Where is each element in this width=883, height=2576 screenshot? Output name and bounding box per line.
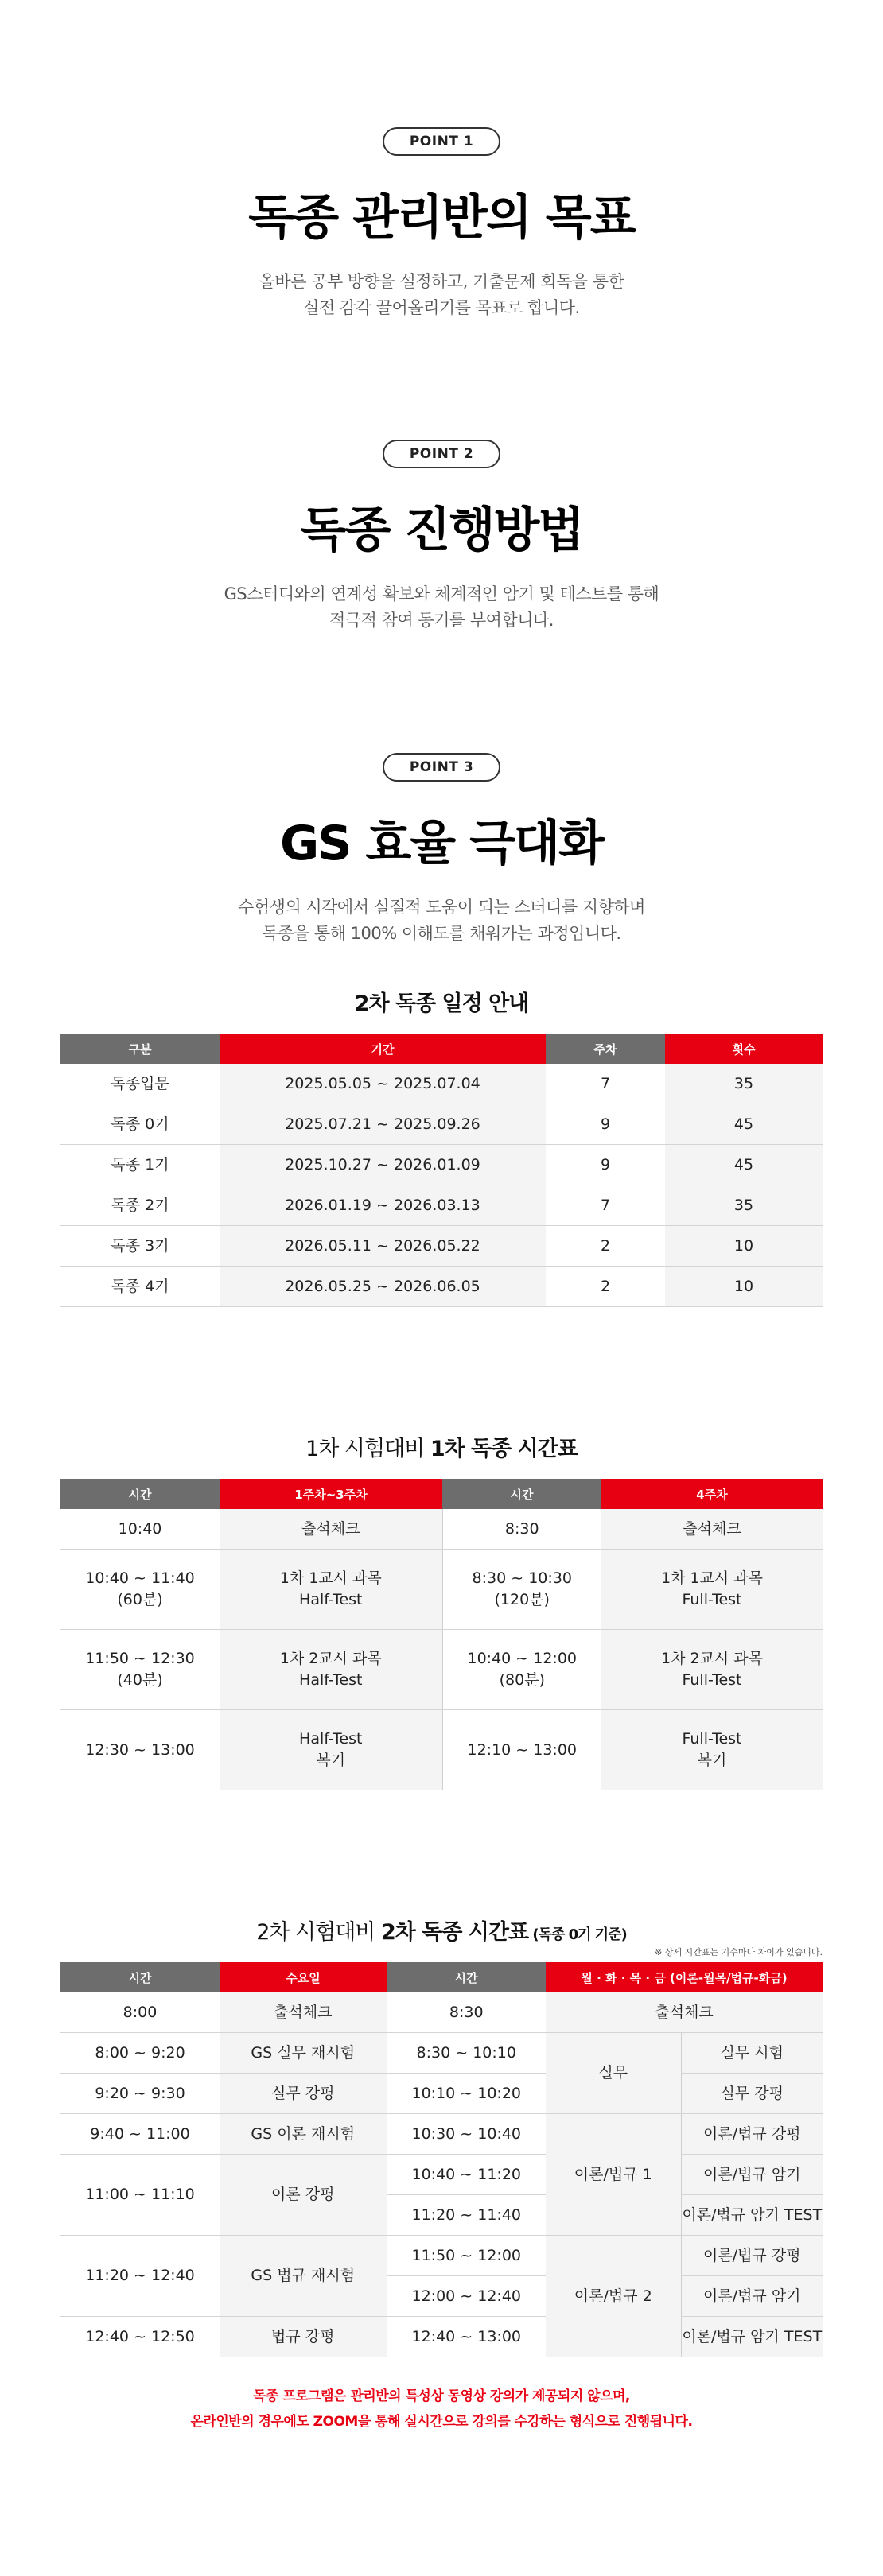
- table-cell: 이론/법규 1: [546, 2114, 681, 2236]
- table-cell: 10:40 ~ 11:20: [387, 2155, 546, 2195]
- second-timetable: [60, 1962, 823, 2357]
- table-cell: [60, 1710, 220, 1790]
- first-timetable: [60, 1479, 823, 1790]
- cell-line: Half-Test: [299, 1591, 363, 1608]
- cell-line: (80분): [499, 1671, 545, 1689]
- table-cell: 10:30 ~ 10:40: [387, 2114, 546, 2155]
- table-cell: 7: [546, 1064, 665, 1104]
- table-row: [60, 1509, 823, 1550]
- table-cell: [442, 1550, 601, 1630]
- table-row: [60, 1710, 823, 1790]
- cell-line: (40분): [117, 1671, 163, 1689]
- table-row: [60, 2317, 823, 2357]
- table-cell: 35: [665, 1185, 823, 1226]
- cell-line: 10:40 ~ 12:00: [467, 1650, 577, 1668]
- table-cell: 실무 강평: [681, 2074, 823, 2114]
- table-cell: 2: [546, 1226, 665, 1267]
- cell-line: 1차 1교시 과목: [660, 1569, 764, 1588]
- table-row: [60, 2155, 823, 2195]
- table-cell: 이론/법규 강평: [681, 2114, 823, 2155]
- cell-line: 1차 2교시 과목: [660, 1650, 764, 1668]
- title-bold: 1차 독종 시간표: [430, 1437, 578, 1461]
- table-cell: GS 실무 재시험: [220, 2033, 387, 2074]
- table-header-row: [60, 1034, 823, 1064]
- table-row: [60, 1550, 823, 1630]
- table-cell: 7: [546, 1185, 665, 1226]
- desc-line: 독종을 통해 100% 이해도를 채워가는 과정입니다.: [262, 923, 621, 943]
- table-row: [60, 1226, 823, 1267]
- table-cell: 9:20 ~ 9:30: [60, 2074, 220, 2114]
- point-2-section: [0, 440, 883, 633]
- header-cell: 수요일: [220, 1962, 387, 1992]
- title-small: (독종 0기 기준): [528, 1926, 627, 1943]
- table-cell: 독종 0기: [60, 1104, 220, 1145]
- cell-line: Full-Test: [682, 1671, 742, 1689]
- table-cell: [601, 1509, 823, 1550]
- table-cell: 2: [546, 1267, 665, 1307]
- schedule-title: 2차 독종 일정 안내: [354, 991, 529, 1016]
- table-cell: 2025.07.21 ~ 2025.09.26: [220, 1104, 546, 1145]
- point-badge: POINT 2: [383, 440, 500, 468]
- desc-line: 적극적 참여 동기를 부여합니다.: [329, 610, 554, 630]
- point-title: 독종 관리반의 목표: [248, 190, 635, 246]
- table-cell: 8:30: [387, 1992, 546, 2033]
- table-cell: [442, 1630, 601, 1710]
- cell-line: 1차 2교시 과목: [279, 1650, 382, 1668]
- table-row: [60, 1992, 823, 2033]
- table-cell: 45: [665, 1104, 823, 1145]
- header-cell: 시간: [387, 1962, 546, 1992]
- table-cell: 2026.05.11 ~ 2026.05.22: [220, 1226, 546, 1267]
- table-cell: 8:00: [60, 1992, 220, 2033]
- table-cell: 45: [665, 1145, 823, 1185]
- table-row: [60, 2114, 823, 2155]
- table-cell: 2026.05.25 ~ 2026.06.05: [220, 1267, 546, 1307]
- point-title: GS 효율 극대화: [279, 816, 604, 871]
- table-cell: 독종 3기: [60, 1226, 220, 1267]
- point-title: 독종 진행방법: [300, 502, 583, 558]
- table-cell: 8:00 ~ 9:20: [60, 2033, 220, 2074]
- table-cell: 실무 강평: [220, 2074, 387, 2114]
- table-cell: 독종입문: [60, 1064, 220, 1104]
- table-cell: [220, 1550, 442, 1630]
- cell-line: Half-Test: [299, 1730, 363, 1748]
- point-description: [0, 581, 883, 633]
- table-cell: [220, 1509, 442, 1550]
- first-timetable-title: [0, 1431, 883, 1462]
- header-cell: 구분: [60, 1034, 220, 1064]
- table-cell: 2025.05.05 ~ 2025.07.04: [220, 1064, 546, 1104]
- cell-line: 복기: [316, 1752, 346, 1769]
- table-cell: 실무 시험: [681, 2033, 823, 2074]
- desc-line: 실전 감각 끌어올리기를 목표로 합니다.: [303, 297, 580, 317]
- cell-line: 출석체크: [683, 1519, 741, 1538]
- header-cell: 1주차~3주차: [220, 1479, 442, 1509]
- table-cell: 실무: [546, 2033, 681, 2114]
- table-cell: 이론 강평: [220, 2155, 387, 2236]
- cell-line: 출석체크: [301, 1519, 360, 1538]
- table-cell: 2025.10.27 ~ 2026.01.09: [220, 1145, 546, 1185]
- point-badge: POINT 3: [383, 753, 500, 782]
- title-prefix: 2차 시험대비: [256, 1920, 381, 1945]
- table-cell: 10: [665, 1226, 823, 1267]
- table-cell: 11:20 ~ 12:40: [60, 2236, 220, 2317]
- schedule-table: [60, 1034, 823, 1307]
- table-cell: 11:00 ~ 11:10: [60, 2155, 220, 2236]
- cell-line: Full-Test: [682, 1730, 742, 1748]
- footer-line: 독종 프로그램은 관리반의 특성상 동영상 강의가 제공되지 않으며,: [253, 2388, 630, 2404]
- header-cell: 시간: [442, 1479, 601, 1509]
- table-cell: 9: [546, 1145, 665, 1185]
- table-header-row: [60, 1479, 823, 1509]
- table-cell: 독종 2기: [60, 1185, 220, 1226]
- table-row: [60, 2236, 823, 2276]
- cell-line: 12:30 ~ 13:00: [85, 1740, 195, 1759]
- point-description: [0, 894, 883, 946]
- table-cell: 이론/법규 암기: [681, 2276, 823, 2317]
- footer-notice: [0, 2384, 883, 2435]
- table-cell: 10: [665, 1267, 823, 1307]
- cell-line: 8:30 ~ 10:30: [472, 1569, 572, 1588]
- table-cell: 독종 1기: [60, 1145, 220, 1185]
- cell-line: (60분): [117, 1591, 163, 1608]
- cell-line: 8:30: [504, 1519, 539, 1538]
- table-row: [60, 1267, 823, 1307]
- table-cell: 9: [546, 1104, 665, 1145]
- point-description: [0, 269, 883, 320]
- cell-line: Full-Test: [682, 1591, 742, 1608]
- table-cell: [60, 1630, 220, 1710]
- point-1-section: [0, 127, 883, 320]
- cell-line: 11:50 ~ 12:30: [85, 1650, 195, 1668]
- header-cell: 기간: [220, 1034, 546, 1064]
- table-cell: [601, 1630, 823, 1710]
- header-cell: 시간: [60, 1962, 220, 1992]
- cell-line: (120분): [494, 1591, 550, 1608]
- table-cell: [220, 1630, 442, 1710]
- table-row: [60, 1630, 823, 1710]
- table-cell: [60, 1550, 220, 1630]
- detail-note: ※ 상세 시간표는 기수마다 차이가 있습니다.: [655, 1947, 823, 1957]
- title-bold: 2차 독종 시간표: [380, 1920, 529, 1945]
- header-cell: 주차: [546, 1034, 665, 1064]
- cell-line: 10:40 ~ 11:40: [85, 1569, 195, 1588]
- table-cell: 출석체크: [220, 1992, 387, 2033]
- cell-line: 12:10 ~ 13:00: [467, 1740, 577, 1759]
- table-cell: [601, 1550, 823, 1630]
- table-cell: 35: [665, 1064, 823, 1104]
- table-cell: 12:40 ~ 12:50: [60, 2317, 220, 2357]
- table-cell: 독종 4기: [60, 1267, 220, 1307]
- cell-line: 1차 1교시 과목: [279, 1569, 382, 1588]
- table-header-row: [60, 1962, 823, 1992]
- table-cell: 이론/법규 강평: [681, 2236, 823, 2276]
- table-cell: GS 법규 재시험: [220, 2236, 387, 2317]
- table-cell: [60, 1509, 220, 1550]
- table-cell: 출석체크: [546, 1992, 823, 2033]
- table-cell: 10:10 ~ 10:20: [387, 2074, 546, 2114]
- table-cell: 이론/법규 암기: [681, 2155, 823, 2195]
- desc-line: GS스터디와의 연계성 확보와 체계적인 암기 및 테스트를 통해: [224, 584, 659, 603]
- table-row: [60, 1104, 823, 1145]
- table-cell: [442, 1710, 601, 1790]
- table-cell: GS 이론 재시험: [220, 2114, 387, 2155]
- table-cell: 2026.01.19 ~ 2026.03.13: [220, 1185, 546, 1226]
- table-cell: [442, 1509, 601, 1550]
- header-cell: 4주차: [601, 1479, 823, 1509]
- header-cell: 월 · 화 · 목 · 금 (이론-월목/법규-화금): [546, 1962, 823, 1992]
- table-row: [60, 1145, 823, 1185]
- table-cell: 8:30 ~ 10:10: [387, 2033, 546, 2074]
- second-timetable-title: [0, 1915, 883, 1946]
- table-cell: 12:00 ~ 12:40: [387, 2276, 546, 2317]
- point-badge: POINT 1: [383, 127, 500, 156]
- title-prefix: 1차 시험대비: [305, 1437, 430, 1461]
- table-cell: 11:20 ~ 11:40: [387, 2195, 546, 2236]
- header-cell: 시간: [60, 1479, 220, 1509]
- cell-line: 10:40: [118, 1519, 162, 1538]
- table-cell: [220, 1710, 442, 1790]
- table-row: [60, 2074, 823, 2114]
- table-cell: 이론/법규 암기 TEST: [681, 2195, 823, 2236]
- table-cell: 이론/법규 암기 TEST: [681, 2317, 823, 2357]
- table-cell: 이론/법규 2: [546, 2236, 681, 2357]
- desc-line: 올바른 공부 방향을 설정하고, 기출문제 회독을 통한: [259, 272, 624, 291]
- table-row: [60, 1185, 823, 1226]
- point-3-section: [0, 753, 883, 946]
- table-cell: 9:40 ~ 11:00: [60, 2114, 220, 2155]
- desc-line: 수험생의 시각에서 실질적 도움이 되는 스터디를 지향하며: [238, 898, 645, 917]
- header-cell: 횟수: [665, 1034, 823, 1064]
- cell-line: 복기: [697, 1752, 727, 1769]
- table-cell: 12:40 ~ 13:00: [387, 2317, 546, 2357]
- table-row: [60, 2033, 823, 2074]
- table-row: [60, 1064, 823, 1104]
- footer-line: 온라인반의 경우에도 ZOOM을 통해 실시간으로 강의를 수강하는 형식으로 진행됩니다.: [190, 2414, 693, 2431]
- table-cell: 법규 강평: [220, 2317, 387, 2357]
- cell-line: Half-Test: [299, 1671, 363, 1689]
- table-cell: 11:50 ~ 12:00: [387, 2236, 546, 2276]
- table-cell: [601, 1710, 823, 1790]
